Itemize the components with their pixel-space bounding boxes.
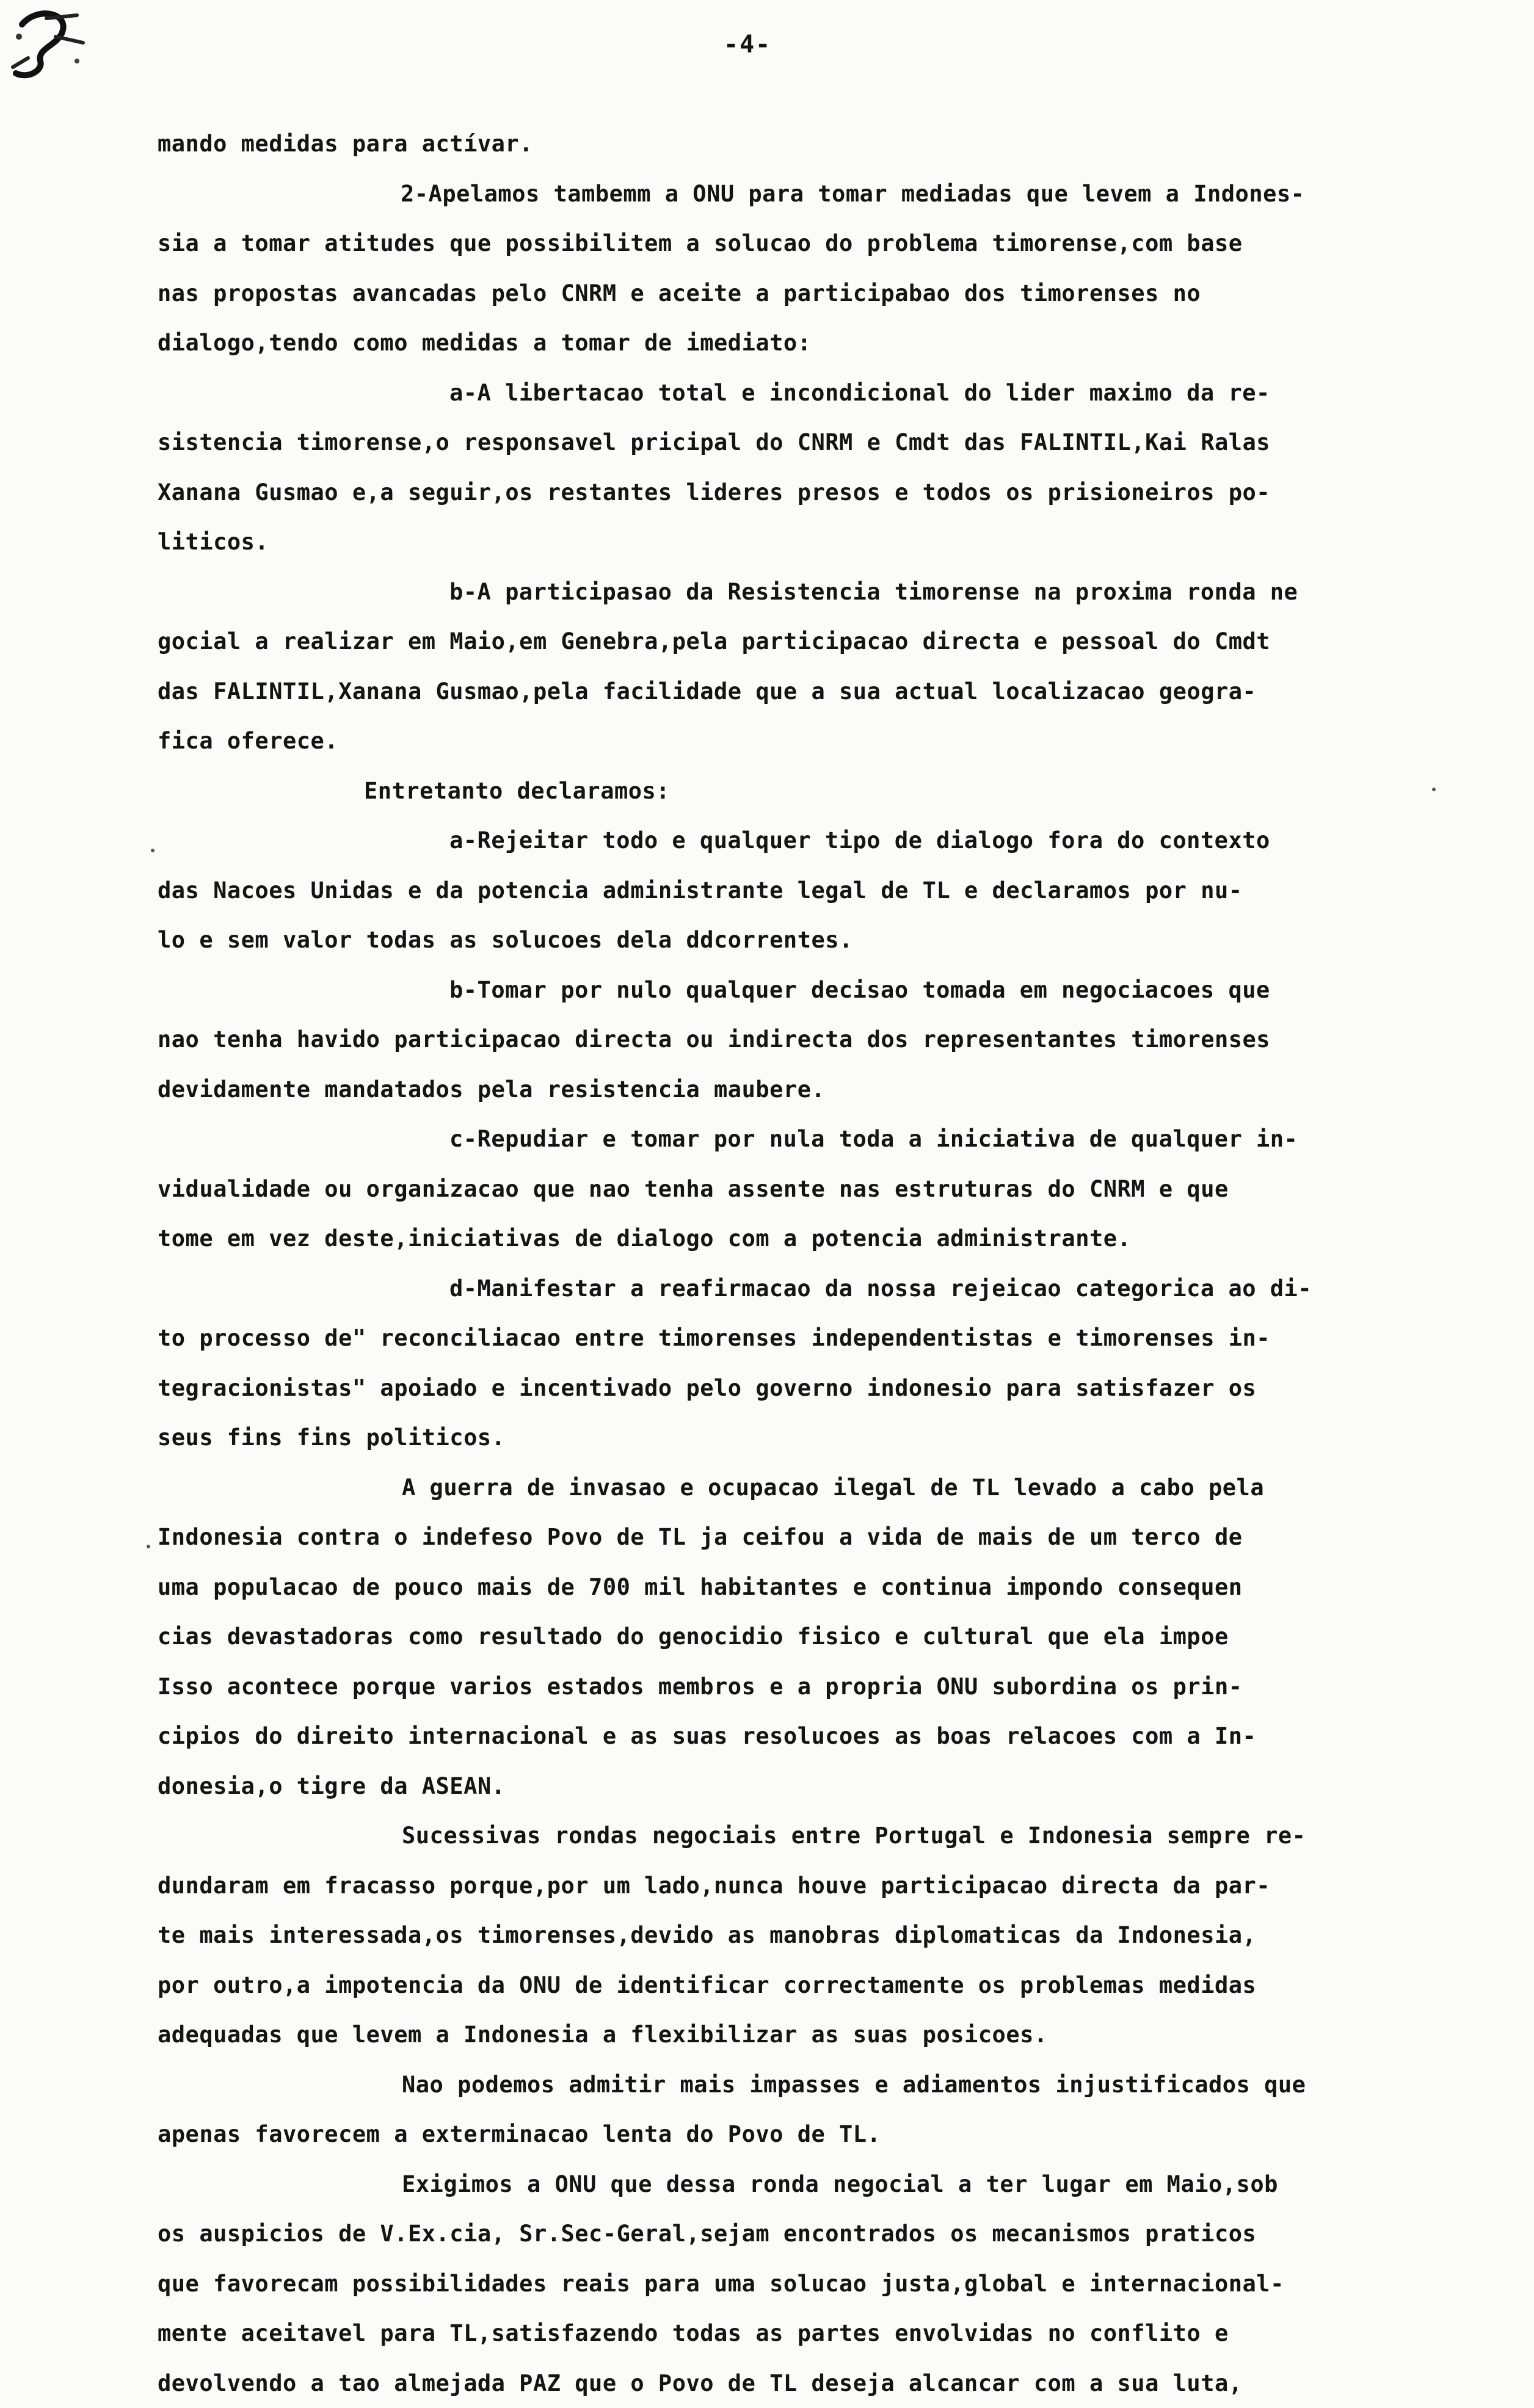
text-line: liticos.	[158, 517, 1483, 567]
text-line: cias devastadoras como resultado do genocidio fisico e cultural que ela impoe	[158, 1612, 1483, 1662]
text-line: mando medidas para actívar.	[158, 119, 1483, 169]
text-line: sia a tomar atitudes que possibilitem a solucao do problema timorense,com base	[158, 219, 1483, 269]
text-line: tegracionistas" apoiado e incentivado pelo governo indonesio para satisfazer os	[158, 1363, 1483, 1413]
text-line: dialogo,tendo como medidas a tomar de imediato:	[158, 318, 1483, 368]
text-line: a-A libertacao total e incondicional do lider maximo da re-	[158, 368, 1483, 418]
text-line: fica oferece.	[158, 716, 1483, 766]
text-line: Isso acontece porque varios estados membros e a propria ONU subordina os prin-	[158, 1662, 1483, 1712]
text-line: Sucessivas rondas negociais entre Portugal e Indonesia sempre re-	[158, 1811, 1483, 1861]
text-line: 2-Apelamos tambemm a ONU para tomar mediadas que levem a Indones-	[158, 169, 1483, 219]
text-line: te mais interessada,os timorenses,devido as manobras diplomaticas da Indonesia,	[158, 1910, 1483, 1960]
text-line: apenas favorecem a exterminacao lenta do Povo de TL.	[158, 2109, 1483, 2160]
text-line: que favorecam possibilidades reais para uma solucao justa,global e internacional-	[158, 2259, 1483, 2309]
text-line: das Nacoes Unidas e da potencia administrante legal de TL e declaramos por nu-	[158, 866, 1483, 916]
text-line: a-Rejeitar todo e qualquer tipo de dialogo fora do contexto	[158, 816, 1483, 866]
text-line: mente aceitavel para TL,satisfazendo todas as partes envolvidas no conflito e	[158, 2308, 1483, 2359]
text-line: d-Manifestar a reafirmacao da nossa rejeicao categorica ao di-	[158, 1264, 1483, 1314]
ink-speck	[151, 849, 154, 852]
text-line: adequadas que levem a Indonesia a flexibilizar as suas posicoes.	[158, 2010, 1483, 2060]
text-line: gocial a realizar em Maio,em Genebra,pela participacao directa e pessoal do Cmdt	[158, 617, 1483, 667]
text-line: nao tenha havido participacao directa ou indirecta dos representantes timorenses	[158, 1015, 1483, 1065]
text-line: A guerra de invasao e ocupacao ilegal de TL levado a cabo pela	[158, 1463, 1483, 1513]
text-line: to processo de" reconciliacao entre timorenses independentistas e timorenses in-	[158, 1313, 1483, 1363]
text-line: cipios do direito internacional e as suas resolucoes as boas relacoes com a In-	[158, 1711, 1483, 1761]
page-number: -4-	[724, 31, 771, 59]
text-line: lo e sem valor todas as solucoes dela ddcorrentes.	[158, 915, 1483, 965]
text-line: dundaram em fracasso porque,por um lado,nunca houve participacao directa da par-	[158, 1861, 1483, 1911]
text-line: b-A participasao da Resistencia timorense na proxima ronda ne	[158, 567, 1483, 617]
text-line: Xanana Gusmao e,a seguir,os restantes lideres presos e todos os prisioneiros po-	[158, 468, 1483, 518]
handwritten-mark	[4, 0, 95, 92]
text-line: Indonesia contra o indefeso Povo de TL ja ceifou a vida de mais de um terco de	[158, 1512, 1483, 1562]
text-line: tome em vez deste,iniciativas de dialogo com a potencia administrante.	[158, 1214, 1483, 1264]
text-line: Entretanto declaramos:	[158, 766, 1483, 816]
text-line: devidamente mandatados pela resistencia maubere.	[158, 1065, 1483, 1115]
text-line: Nao podemos admitir mais impasses e adiamentos injustificados que	[158, 2060, 1483, 2110]
text-line: donesia,o tigre da ASEAN.	[158, 1761, 1483, 1811]
text-line: por outro,a impotencia da ONU de identificar correctamente os problemas medidas	[158, 1960, 1483, 2011]
ink-speck	[147, 1545, 150, 1548]
text-line: devolvendo a tao almejada PAZ que o Povo de TL deseja alcancar com a sua luta,	[158, 2359, 1483, 2408]
text-line: nas propostas avancadas pelo CNRM e aceite a participabao dos timorenses no	[158, 269, 1483, 319]
text-line: c-Repudiar e tomar por nula toda a iniciativa de qualquer in-	[158, 1114, 1483, 1164]
text-line: sistencia timorense,o responsavel pricipal do CNRM e Cmdt das FALINTIL,Kai Ralas	[158, 418, 1483, 468]
text-line: b-Tomar por nulo qualquer decisao tomada em negociacoes que	[158, 965, 1483, 1015]
letter-body	[158, 119, 1483, 2408]
text-line: uma populacao de pouco mais de 700 mil habitantes e continua impondo consequen	[158, 1562, 1483, 1612]
text-line: seus fins fins politicos.	[158, 1413, 1483, 1463]
text-line: Exigimos a ONU que dessa ronda negocial a ter lugar em Maio,sob	[158, 2160, 1483, 2210]
text-line: das FALINTIL,Xanana Gusmao,pela facilidade que a sua actual localizacao geogra-	[158, 667, 1483, 717]
text-line: vidualidade ou organizacao que nao tenha assente nas estruturas do CNRM e que	[158, 1164, 1483, 1214]
text-line: os auspicios de V.Ex.cia, Sr.Sec-Geral,sejam encontrados os mecanismos praticos	[158, 2209, 1483, 2259]
